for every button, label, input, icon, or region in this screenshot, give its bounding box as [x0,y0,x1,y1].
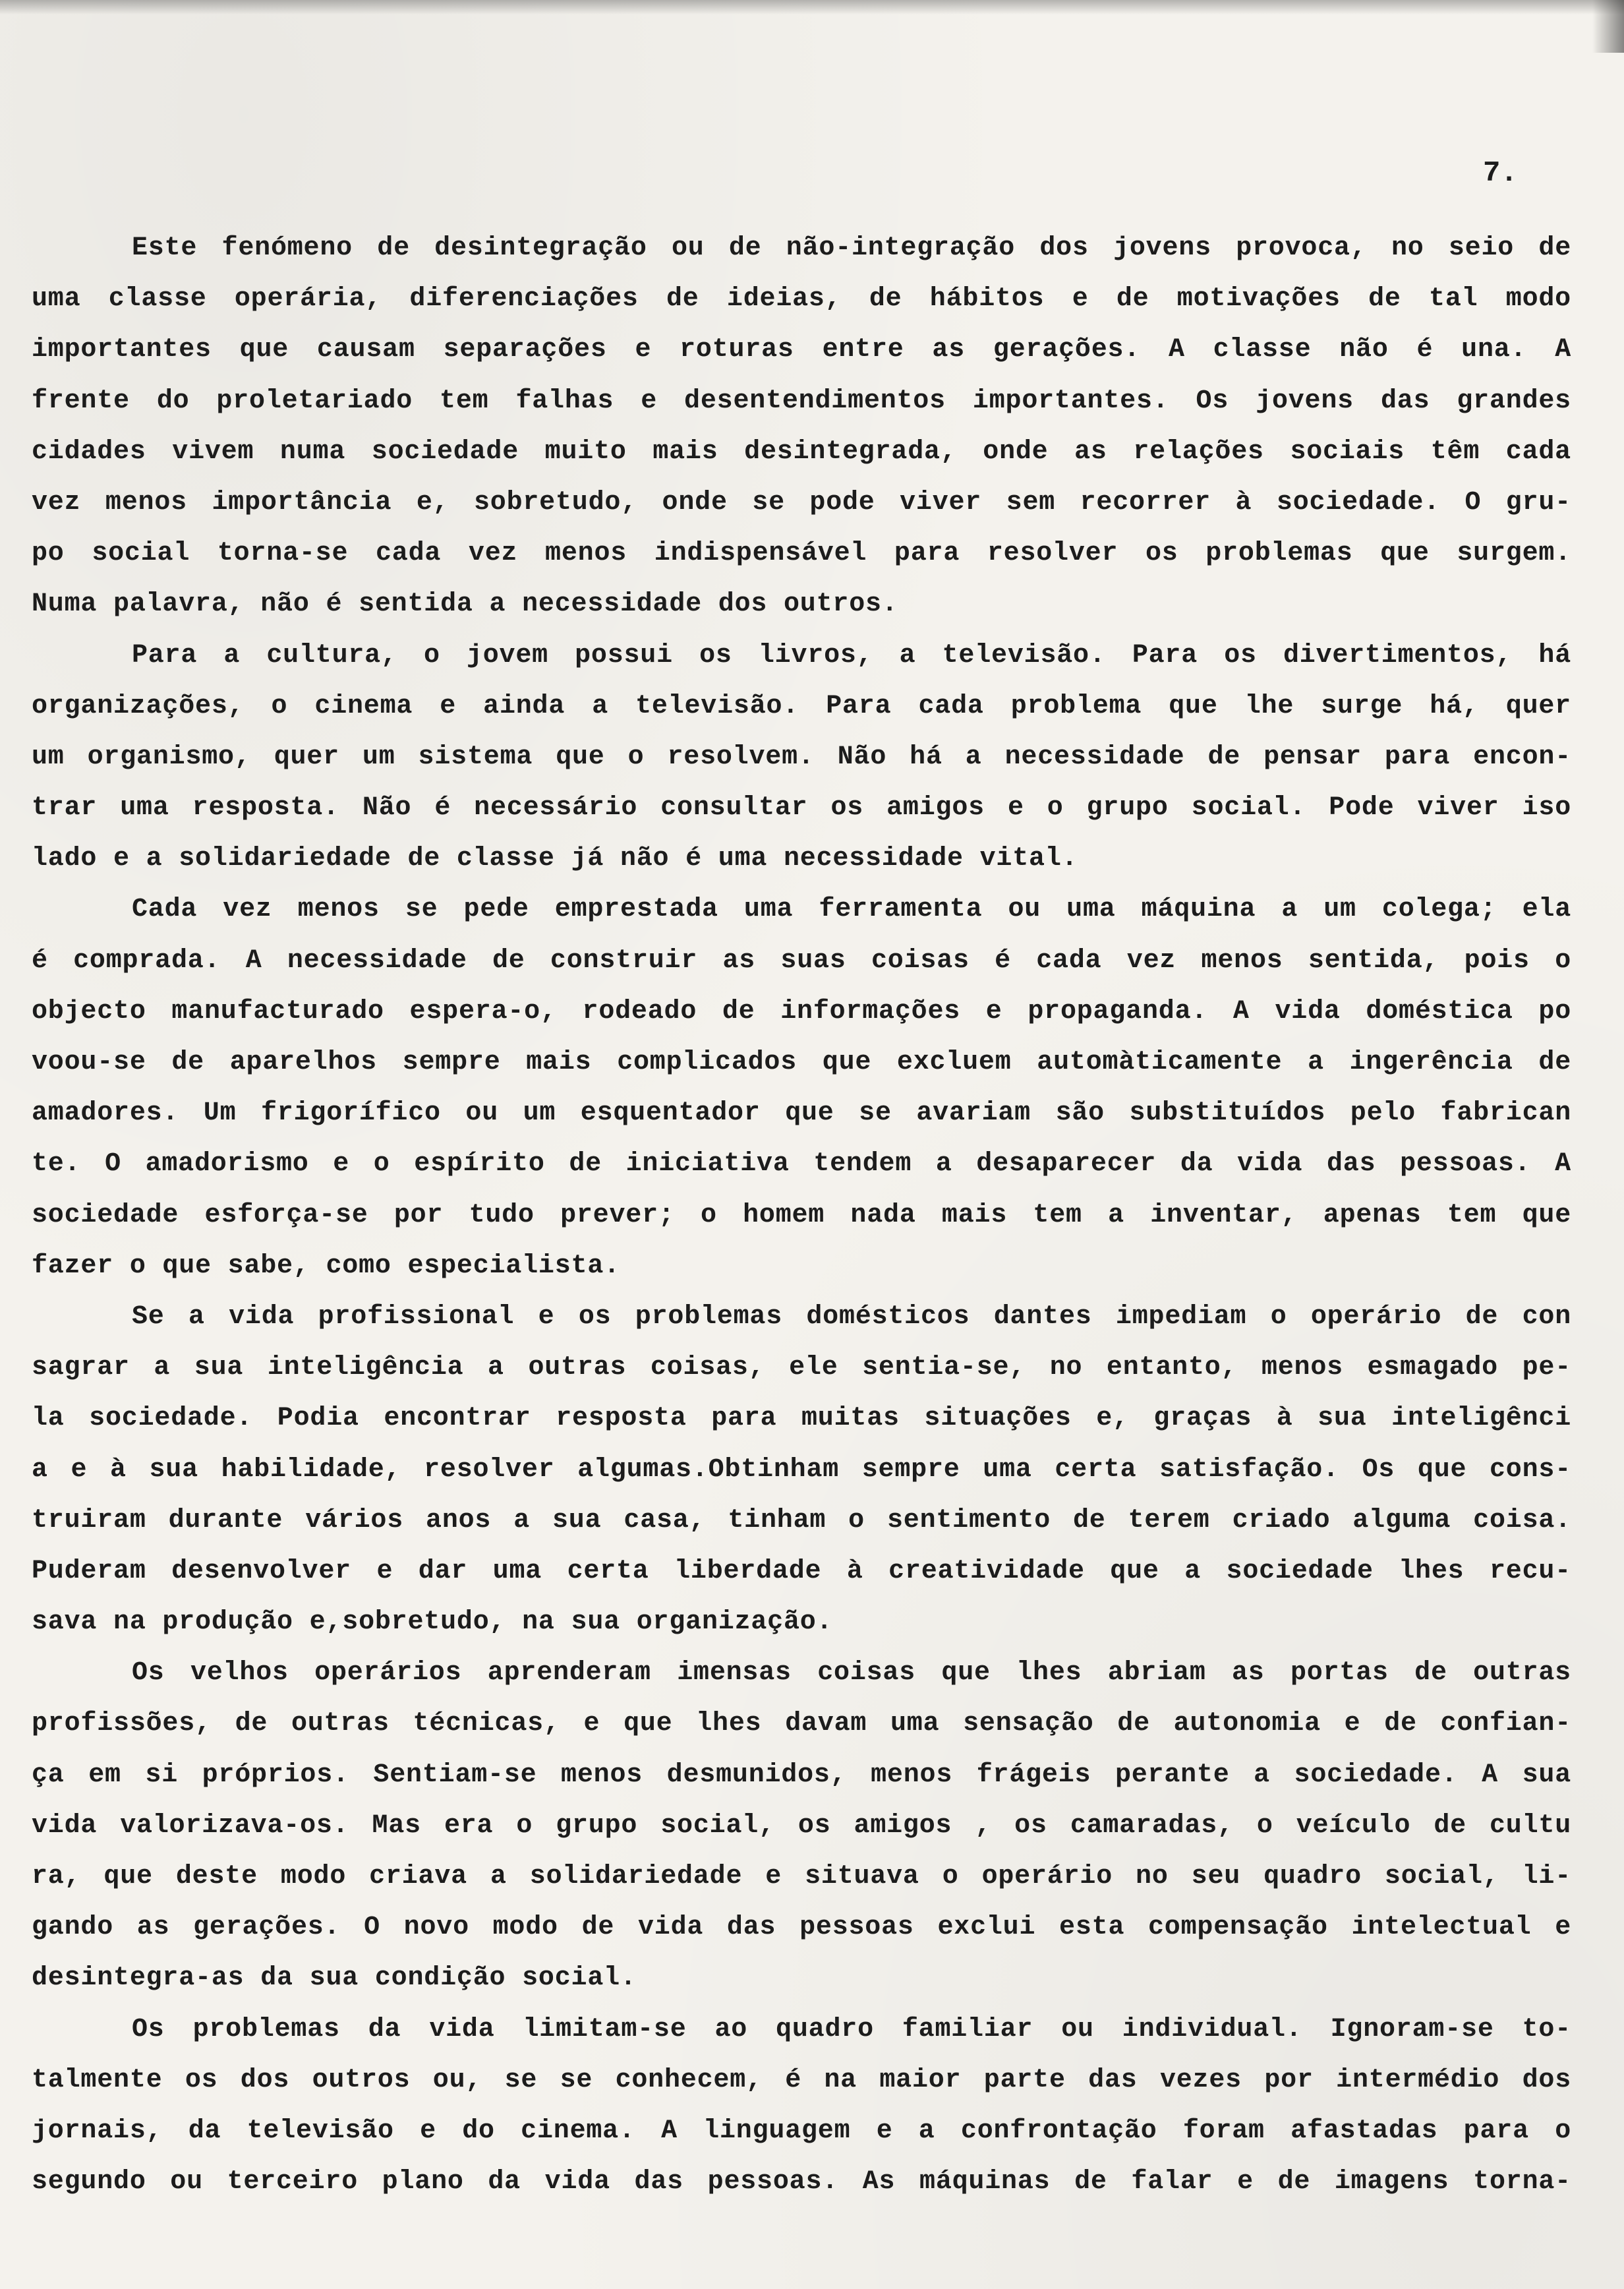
text-line: é comprada. A necessidade de construir as suas coisas é cada vez menos sentida, pois o [32,945,1571,976]
scan-corner-mark [1592,0,1624,53]
text-line: te. O amadorismo e o espírito de iniciativa tendem a desaparecer da vida das pessoas. A [32,1149,1571,1179]
typed-text-body [32,223,1571,2207]
text-line: Puderam desenvolver e dar uma certa liberdade à creatividade que a sociedade lhes recu- [32,1556,1571,1586]
text-line: a e à sua habilidade, resolver algumas.Obtinham sempre uma certa satisfação. Os que cons- [32,1454,1571,1485]
text-line: ça em si próprios. Sentiam-se menos desmunidos, menos frágeis perante a sociedade. A sua [32,1760,1571,1790]
text-line: sava na produção e,sobretudo, na sua organização. [32,1607,833,1638]
text-line: Para a cultura, o jovem possui os livros, a televisão. Para os divertimentos, há [132,640,1571,670]
scan-top-edge [0,0,1624,15]
text-line: trar uma resposta. Não é necessário consultar os amigos e o grupo social. Pode viver iso [32,793,1571,823]
text-line: Numa palavra, não é sentida a necessidade dos outros. [32,589,898,620]
text-line: jornais, da televisão e do cinema. A linguagem e a confrontação foram afastadas para o [32,2116,1571,2146]
text-line: profissões, de outras técnicas, e que lhes davam uma sensação de autonomia e de confian- [32,1709,1571,1739]
page-number: 7. [1483,157,1518,190]
text-line: Este fenómeno de desintegração ou de não-integração dos jovens provoca, no seio de [132,233,1571,263]
text-line: po social torna-se cada vez menos indispensável para resolver os problemas que surgem. [32,539,1571,569]
text-line: vida valorizava-os. Mas era o grupo social, os amigos , os camaradas, o veículo de cultu [32,1810,1571,1841]
text-line: vez menos importância e, sobretudo, onde se pode viver sem recorrer à sociedade. O gru- [32,487,1571,518]
text-line: desintegra-as da sua condição social. [32,1963,637,1994]
text-line: Se a vida profissional e os problemas domésticos dantes impediam o operário de con [132,1301,1571,1332]
text-line: cidades vivem numa sociedade muito mais desintegrada, onde as relações sociais têm cada [32,436,1571,467]
text-line: objecto manufacturado espera-o, rodeado de informações e propaganda. A vida doméstica po [32,996,1571,1026]
text-line: um organismo, quer um sistema que o resolvem. Não há a necessidade de pensar para encon- [32,742,1571,772]
text-line: importantes que causam separações e roturas entre as gerações. A classe não é una. A [32,335,1571,365]
text-line: truiram durante vários anos a sua casa, tinham o sentimento de terem criado alguma coisa. [32,1505,1571,1535]
text-line: talmente os dos outros ou, se se conhecem, é na maior parte das vezes por intermédio dos [32,2065,1571,2095]
text-line: segundo ou terceiro plano da vida das pessoas. As máquinas de falar e de imagens torna- [32,2167,1571,2197]
text-line: la sociedade. Podia encontrar resposta para muitas situações e, graças à sua inteligênci [32,1404,1571,1434]
text-line: uma classe operária, diferenciações de ideias, de hábitos e de motivações de tal modo [32,284,1571,314]
text-line: frente do proletariado tem falhas e desentendimentos importantes. Os jovens das grandes [32,386,1571,416]
text-line: voou-se de aparelhos sempre mais complicados que excluem automàticamente a ingerência de [32,1048,1571,1077]
text-line: gando as gerações. O novo modo de vida das pessoas exclui esta compensação intelectual e [32,1913,1571,1943]
text-line: organizações, o cinema e ainda a televisão. Para cada problema que lhe surge há, quer [32,691,1571,721]
text-line: amadores. Um frigorífico ou um esquentador que se avariam são substituídos pelo fabrican [32,1098,1571,1129]
text-line: lado e a solidariedade de classe já não é uma necessidade vital. [32,844,1078,874]
text-line: sociedade esforça-se por tudo prever; o homem nada mais tem a inventar, apenas tem que [32,1200,1571,1230]
text-line: Os problemas da vida limitam-se ao quadro familiar ou individual. Ignoram-se to- [132,2014,1571,2044]
text-line: ra, que deste modo criava a solidariedade e situava o operário no seu quadro social, li- [32,1862,1571,1891]
text-line: Os velhos operários aprenderam imensas coisas que lhes abriam as portas de outras [132,1658,1571,1688]
text-line: sagrar a sua inteligência a outras coisas, ele sentia-se, no entanto, menos esmagado pe- [32,1353,1571,1383]
text-line: fazer o que sabe, como especialista. [32,1251,620,1281]
text-line: Cada vez menos se pede emprestada uma ferramenta ou uma máquina a um colega; ela [132,895,1571,925]
